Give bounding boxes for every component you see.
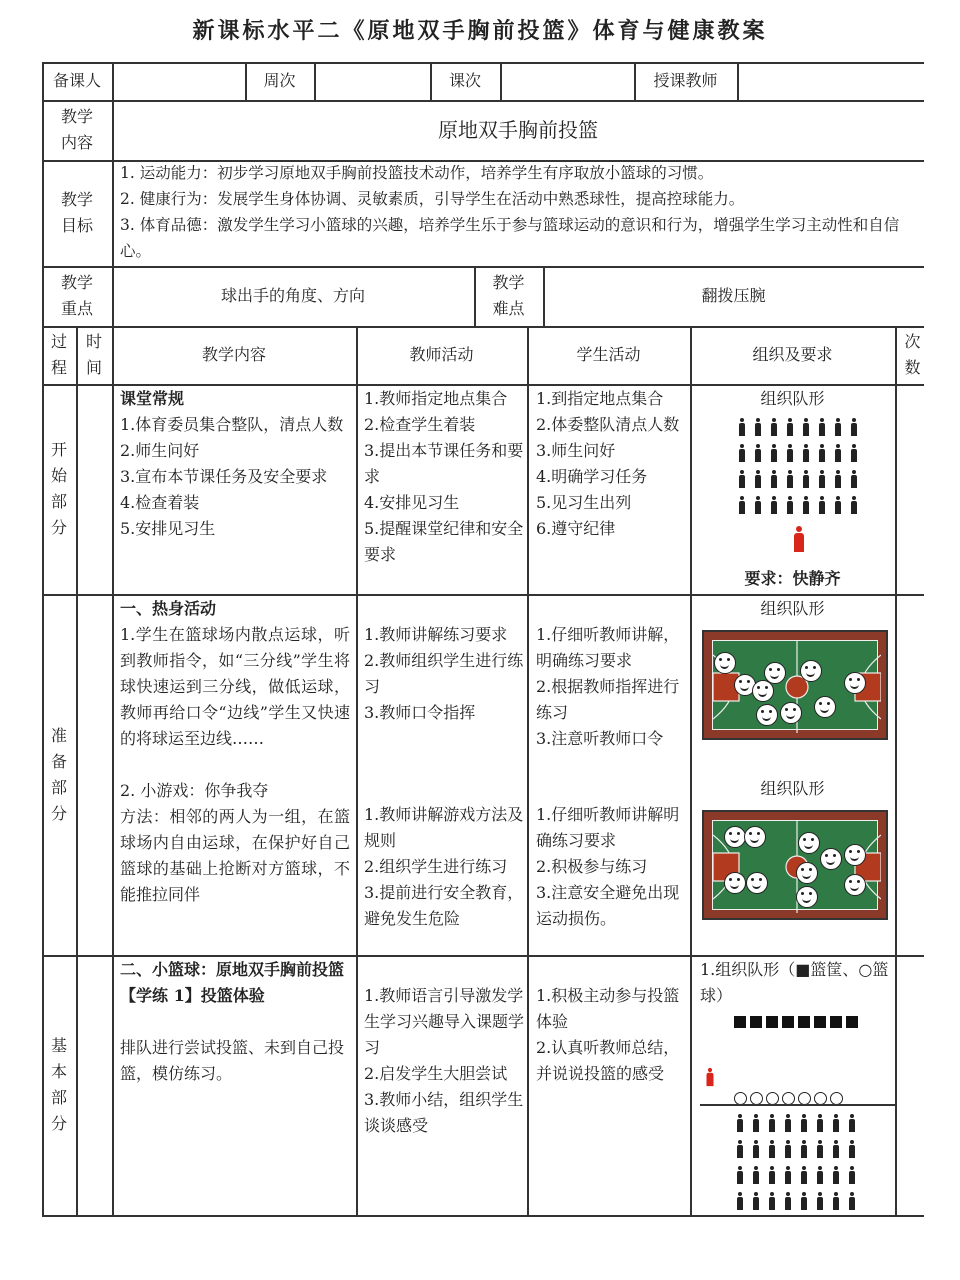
start-formation-diagram (700, 416, 890, 556)
basic-student (536, 983, 686, 1087)
student-face-icon (814, 696, 836, 718)
content-title: 二、小篮球：原地双手胸前投篮 (120, 960, 345, 979)
prep-org-title-2: 组织队形 (760, 779, 825, 798)
student-face-icon (820, 848, 842, 870)
teacher-line: 4.安排见习生 (364, 493, 460, 512)
label-char: 基 (50, 1036, 67, 1055)
section-start-label (42, 384, 76, 594)
prep-student-2 (536, 802, 686, 932)
student-figure-icon (834, 496, 842, 514)
student-face-icon (744, 826, 766, 848)
student-face-icon (756, 704, 778, 726)
label-line: 重点 (60, 299, 93, 318)
rule (500, 62, 502, 100)
student-figure-icon (816, 1192, 824, 1210)
teacher-line: 2.启发学生大胆尝试 (364, 1064, 508, 1083)
student-figure-icon (816, 1166, 824, 1184)
student-figure-icon (786, 496, 794, 514)
label-char: 本 (50, 1062, 67, 1081)
student-figure-icon (768, 1192, 776, 1210)
content-text: 1.学生在篮球场内散点运球，听到教师指令，如“三分线”学生将球快速运到三分线，做低运球，教师再给口令“边线”学生又快速的将球运至边线…… (120, 625, 350, 748)
student-figure-icon (754, 470, 762, 488)
teacher-line: 1.教师讲解游戏方法及规则 (364, 805, 524, 850)
student-figure-icon (738, 496, 746, 514)
label-line: 数 (904, 358, 921, 377)
basket-icon (782, 1016, 794, 1028)
student-figure-icon (786, 418, 794, 436)
content-label (42, 100, 112, 160)
label-line: 时 (85, 332, 102, 351)
col-count (895, 326, 930, 384)
section-basic-label (42, 955, 76, 1215)
student-figure-icon (738, 470, 746, 488)
content-title: 一、热身活动 (120, 599, 217, 618)
student-figure-icon (848, 1166, 856, 1184)
student-face-icon (780, 702, 802, 724)
goals-list (120, 160, 922, 264)
teacher-line: 2.检查学生着装 (364, 415, 476, 434)
student-figure-icon (832, 1192, 840, 1210)
student-figure-icon (752, 1192, 760, 1210)
label-char: 部 (50, 492, 67, 511)
rule-bottom (42, 1215, 924, 1217)
student-figure-icon (834, 470, 842, 488)
student-line: 3.师生问好 (536, 441, 616, 460)
start-org-title: 组织队形 (760, 389, 825, 408)
student-figure-icon (754, 418, 762, 436)
student-figure-icon (736, 1114, 744, 1132)
label-line: 目标 (60, 216, 93, 235)
content-text: 排队进行尝试投篮、未到自己投篮，模仿练习。 (120, 1038, 345, 1083)
spacer (120, 1009, 352, 1035)
label-line: 次 (904, 332, 921, 351)
basic-teacher (364, 983, 524, 1139)
student-figure-icon (784, 1140, 792, 1158)
start-student (536, 386, 686, 542)
student-figure-icon (736, 1192, 744, 1210)
basic-formation-diagram (700, 1010, 895, 1215)
teacher-label: 授课教师 (653, 71, 718, 90)
page-title: 新课标水平二《原地双手胸前投篮》体育与健康教案 (192, 19, 768, 44)
preparer-label: 备课人 (52, 71, 101, 90)
basic-org-title: 1.组织队形（■篮筐、○篮球） (700, 960, 889, 1005)
student-face-icon (798, 832, 820, 854)
prep-org-title-1: 组织队形 (760, 599, 825, 618)
student-figure-icon (816, 1140, 824, 1158)
student-figure-icon (736, 1140, 744, 1158)
content-text: 方法：相邻的两人为一组，在篮球场内自由运球，在保护好自己篮球的基础上抢断对方篮球，不能推拉同伴 (120, 807, 350, 904)
student-figure-icon (784, 1192, 792, 1210)
label-line: 内容 (60, 133, 93, 152)
content-title: 课堂常规 (120, 389, 185, 408)
rule (112, 326, 114, 1216)
label-char: 始 (50, 466, 67, 485)
student-figure-icon (800, 1192, 808, 1210)
student-figure-icon (770, 496, 778, 514)
rule (356, 326, 358, 1216)
student-line: 1.积极主动参与投篮体验 (536, 986, 680, 1031)
student-line: 6.遵守纪律 (536, 519, 616, 538)
basket-icon (798, 1016, 810, 1028)
label-char: 分 (50, 518, 67, 537)
prep-teacher-2 (364, 802, 524, 932)
spacer (120, 752, 350, 778)
teacher-figure-icon (793, 526, 805, 552)
student-figure-icon (786, 444, 794, 462)
basket-icon (814, 1016, 826, 1028)
rule (112, 62, 114, 100)
student-figure-icon (738, 418, 746, 436)
student-figure-icon (816, 1114, 824, 1132)
student-figure-icon (754, 444, 762, 462)
label-line: 过 (50, 332, 67, 351)
rule (895, 326, 897, 1216)
start-teacher (364, 386, 524, 568)
basket-icon (830, 1016, 842, 1028)
student-line: 2.积极参与练习 (536, 857, 648, 876)
teacher-line: 5.提醒课堂纪律和安全要求 (364, 519, 524, 564)
label-char: 分 (50, 803, 67, 823)
label-line: 教学 (60, 190, 93, 209)
student-figure-icon (802, 496, 810, 514)
rule (314, 62, 316, 100)
label-char: 备 (50, 751, 67, 771)
student-line: 2.根据教师指挥进行练习 (536, 677, 680, 722)
teacher-figure-icon (706, 1068, 714, 1086)
student-figure-icon (800, 1140, 808, 1158)
teacher-line: 3.提前进行安全教育，避免发生危险 (364, 883, 524, 928)
court-diagram-2 (702, 810, 888, 920)
content-line: 3.宣布本节课任务及安全要求 (120, 467, 328, 486)
teacher-line: 3.提出本节课任务和要求 (364, 441, 524, 486)
court-diagram-1 (702, 630, 888, 740)
label-char: 部 (50, 777, 67, 797)
student-figure-icon (800, 1166, 808, 1184)
key-value: 球出手的角度、方向 (220, 286, 365, 305)
student-figure-icon (786, 470, 794, 488)
student-figure-icon (752, 1166, 760, 1184)
student-figure-icon (818, 418, 826, 436)
student-figure-icon (802, 418, 810, 436)
student-line: 3.注意安全避免出现运动损伤。 (536, 883, 680, 928)
col-content: 教学内容 (201, 345, 266, 364)
prep-student-1 (536, 622, 686, 752)
student-face-icon (714, 652, 736, 674)
student-figure-icon (834, 418, 842, 436)
student-figure-icon (754, 496, 762, 514)
student-figure-icon (832, 1114, 840, 1132)
basket-icon (846, 1016, 858, 1028)
student-line: 1.到指定地点集合 (536, 389, 664, 408)
student-figure-icon (832, 1166, 840, 1184)
section-prep-label (42, 594, 76, 955)
col-org: 组织及要求 (752, 345, 833, 364)
teacher-line: 3.教师口令指挥 (364, 703, 476, 722)
prep-teacher-1 (364, 622, 524, 726)
rule (527, 326, 529, 1216)
label-char: 分 (50, 1114, 67, 1133)
label-line: 难点 (492, 299, 525, 318)
rule (76, 326, 78, 1216)
prep-content (120, 596, 350, 908)
student-face-icon (724, 872, 746, 894)
teacher-line: 2.教师组织学生进行练习 (364, 651, 524, 696)
content-text: 2. 小游戏：你争我夺 (120, 781, 269, 800)
teacher-line: 3.教师小结，组织学生谈谈感受 (364, 1090, 524, 1135)
goal-item: 3. 体育品德：激发学生学习小篮球的兴趣，培养学生乐于参与篮球运动的意识和行为，增强学生学习主动性和自信心。 (120, 216, 900, 260)
student-line: 1.仔细听教师讲解，明确练习要求 (536, 625, 680, 670)
student-figure-icon (818, 470, 826, 488)
student-face-icon (764, 662, 786, 684)
start-org-requirement: 要求：快静齐 (744, 569, 841, 588)
goal-item: 2. 健康行为：发展学生身体协调、灵敏素质，引导学生在活动中熟悉球性，提高控球能力。 (120, 190, 745, 208)
student-figure-icon (770, 444, 778, 462)
student-figure-icon (848, 1192, 856, 1210)
student-figure-icon (768, 1140, 776, 1158)
student-figure-icon (784, 1166, 792, 1184)
content-value: 原地双手胸前投篮 (438, 118, 598, 142)
student-figure-icon (802, 444, 810, 462)
label-char: 部 (50, 1088, 67, 1107)
rule (737, 62, 739, 100)
lesson-label: 课次 (448, 71, 481, 90)
student-face-icon (746, 872, 768, 894)
label-line: 教学 (60, 107, 93, 126)
content-line: 4.检查着装 (120, 493, 200, 512)
student-line: 5.见习生出列 (536, 493, 632, 512)
basket-icon (766, 1016, 778, 1028)
student-figure-icon (818, 496, 826, 514)
difficulty-value: 翻拨压腕 (701, 286, 766, 305)
student-line: 4.明确学习任务 (536, 467, 648, 486)
teacher-line: 2.组织学生进行练习 (364, 857, 508, 876)
student-line: 3.注意听教师口令 (536, 729, 664, 748)
basic-content (120, 957, 352, 1087)
student-face-icon (796, 886, 818, 908)
student-figure-icon (850, 444, 858, 462)
label-line: 教学 (492, 273, 525, 292)
student-figure-icon (768, 1166, 776, 1184)
basket-icon (750, 1016, 762, 1028)
student-line: 2.体委整队清点人数 (536, 415, 680, 434)
student-figure-icon (770, 470, 778, 488)
col-time (76, 326, 112, 384)
student-face-icon (796, 862, 818, 884)
student-face-icon (724, 826, 746, 848)
student-figure-icon (736, 1166, 744, 1184)
student-face-icon (844, 874, 866, 896)
teacher-line: 1.教师语言引导激发学生学习兴趣导入课题学习 (364, 986, 525, 1057)
start-content (120, 386, 352, 542)
content-sub: 【学练 1】投篮体验 (120, 986, 265, 1005)
student-figure-icon (848, 1114, 856, 1132)
week-label: 周次 (263, 71, 296, 90)
goal-item: 1. 运动能力：初步学习原地双手胸前投篮技术动作，培养学生有序取放小篮球的习惯。 (120, 164, 714, 182)
student-figure-icon (850, 470, 858, 488)
content-line: 5.安排见习生 (120, 519, 216, 538)
content-line: 2.师生问好 (120, 441, 200, 460)
label-line: 程 (50, 358, 67, 377)
student-line: 2.认真听教师总结，并说说投篮的感受 (536, 1038, 680, 1083)
col-process (42, 326, 76, 384)
teacher-line: 1.教师指定地点集合 (364, 389, 508, 408)
student-face-icon (800, 660, 822, 682)
student-figure-icon (768, 1114, 776, 1132)
teacher-line: 1.教师讲解练习要求 (364, 625, 508, 644)
label-char: 开 (50, 440, 67, 459)
student-figure-icon (770, 418, 778, 436)
rule (690, 326, 692, 1216)
student-figure-icon (818, 444, 826, 462)
difficulty-label (474, 266, 543, 326)
label-line: 间 (85, 358, 102, 377)
col-teacher: 教师活动 (409, 345, 474, 364)
student-figure-icon (848, 1140, 856, 1158)
student-figure-icon (832, 1140, 840, 1158)
student-figure-icon (784, 1114, 792, 1132)
key-label (42, 266, 112, 326)
student-figure-icon (752, 1114, 760, 1132)
student-figure-icon (850, 418, 858, 436)
col-student: 学生活动 (576, 345, 641, 364)
student-figure-icon (752, 1140, 760, 1158)
goals-label (42, 160, 112, 266)
student-face-icon (844, 672, 866, 694)
content-line: 1.体育委员集合整队，清点人数 (120, 415, 344, 434)
student-figure-icon (802, 470, 810, 488)
student-figure-icon (800, 1114, 808, 1132)
student-figure-icon (850, 496, 858, 514)
basket-icon (734, 1016, 746, 1028)
label-line: 教学 (60, 273, 93, 292)
student-figure-icon (738, 444, 746, 462)
student-line: 1.仔细听教师讲解明确练习要求 (536, 805, 680, 850)
label-char: 准 (50, 725, 67, 745)
throw-line (700, 1104, 895, 1106)
student-figure-icon (834, 444, 842, 462)
student-face-icon (844, 844, 866, 866)
